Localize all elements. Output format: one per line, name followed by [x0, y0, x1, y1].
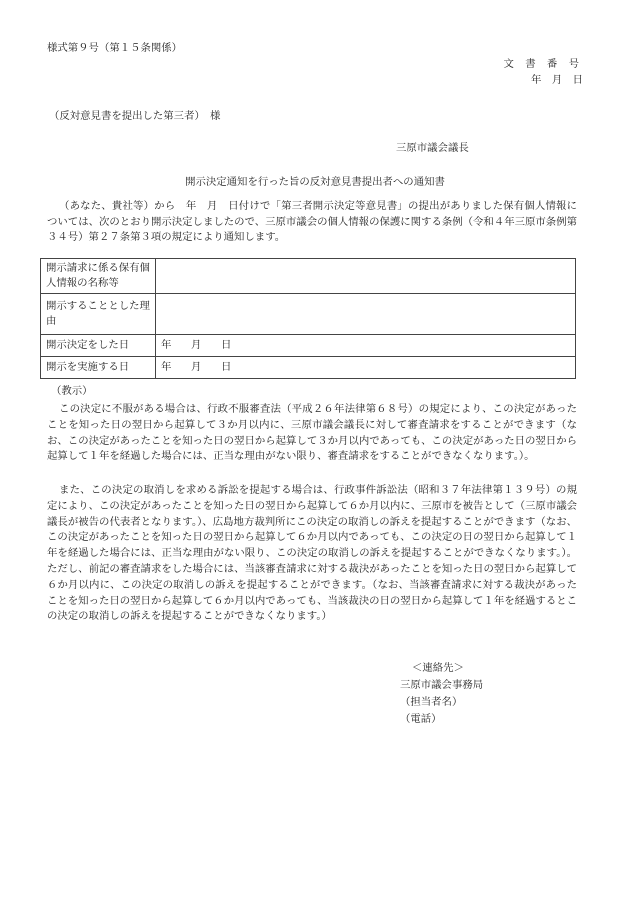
contact-office: 三原市議会事務局 — [400, 679, 484, 691]
year-label: 年 — [161, 339, 172, 351]
row-value — [156, 259, 576, 294]
table-row — [41, 357, 576, 379]
month-label: 月 — [191, 361, 202, 373]
notice-paragraph-appeal: この決定に不服がある場合は、行政不服審査法（平成２６年法律第６８号）の規定により、この決定があったことを知った日の翌日から起算して３か月以内に、三原市議会議長に対して審査請求をすることができます（なお、この決定があったことを知った日の翌日から起算して３か月以内であっても、この決定があった日の翌日から起算して１年を経過した場合には、正当な理由がない限り、審査請求をすることができなくなります。）。 — [47, 403, 577, 463]
document-number-label: 文 書 番 号 — [503, 58, 583, 70]
year-label: 年 — [161, 361, 172, 373]
table-row — [41, 294, 576, 335]
row-value — [156, 294, 576, 335]
day-label: 日 — [221, 361, 232, 373]
contact-heading: ＜連絡先＞ — [412, 662, 464, 674]
row-label: 開示決定をした日 — [41, 335, 156, 357]
form-number: 様式第９号（第１５条関係） — [47, 42, 183, 54]
notice-paragraph-lawsuit: また、この決定の取消しを求める訴訟を提起する場合は、行政事件訴訟法（昭和３７年法律第１３９号）の規定により、この決定があったことを知った日の翌日から起算して６か月以内に、三原市を被告として（三原市議会議長が被告の代表者となります。）、広島地方裁判所にこの決定の取消しの訴えを提起することができます（なお、この決定があったことを知った日の翌日から起算して６か月以内であっても、この決定の日の翌日から起算して１年を経過した場合には、正当な理由がない限り、この決定の取消しの訴えを提起することができなくなります。）。ただし、前記の審査請求をした場合には、当該審査請求に対する裁決があったことを知った日の翌日から起算して６か月以内に、この決定の取消しの訴えを提起することができます。（なお、当該審査請求に対する裁決があったことを知った日の翌日から起算して６か月以内であっても、当該裁決の日の翌日から起算して１年を経過するとこの決定の取消しの訴えを提起することができなくなります。） — [47, 484, 577, 623]
sender: 三原市議会議長 — [396, 142, 469, 154]
contact-block — [400, 660, 483, 728]
notice-label: （教示） — [51, 385, 93, 397]
table-row — [41, 335, 576, 357]
intro-paragraph: （あなた、貴社等）から 年 月 日付けで「第三者開示決定等意見書」の提出がありました保有個人情報については、次のとおり開示決定しましたので、三原市議会の個人情報の保護に関する条例（令和４年三原市条例第３４号）第２７条第３項の規定により通知します。 — [47, 200, 577, 243]
issue-date: 年 月 日 — [531, 74, 583, 86]
month-label: 月 — [191, 339, 202, 351]
decision-date — [156, 335, 576, 357]
decision-info-table — [40, 258, 576, 379]
document-title: 開示決定通知を行った旨の反対意見書提出者への通知書 — [185, 176, 445, 188]
table-row — [41, 259, 576, 294]
contact-person: （担当者名） — [400, 696, 463, 708]
addressee: （反対意見書を提出した第三者） 様 — [49, 110, 221, 122]
implementation-date — [156, 357, 576, 379]
row-label: 開示することとした理由 — [41, 294, 156, 335]
row-label: 開示を実施する日 — [41, 357, 156, 379]
contact-phone: （電話） — [400, 713, 442, 725]
row-label: 開示請求に係る保有個人情報の名称等 — [41, 259, 156, 294]
day-label: 日 — [221, 339, 232, 351]
